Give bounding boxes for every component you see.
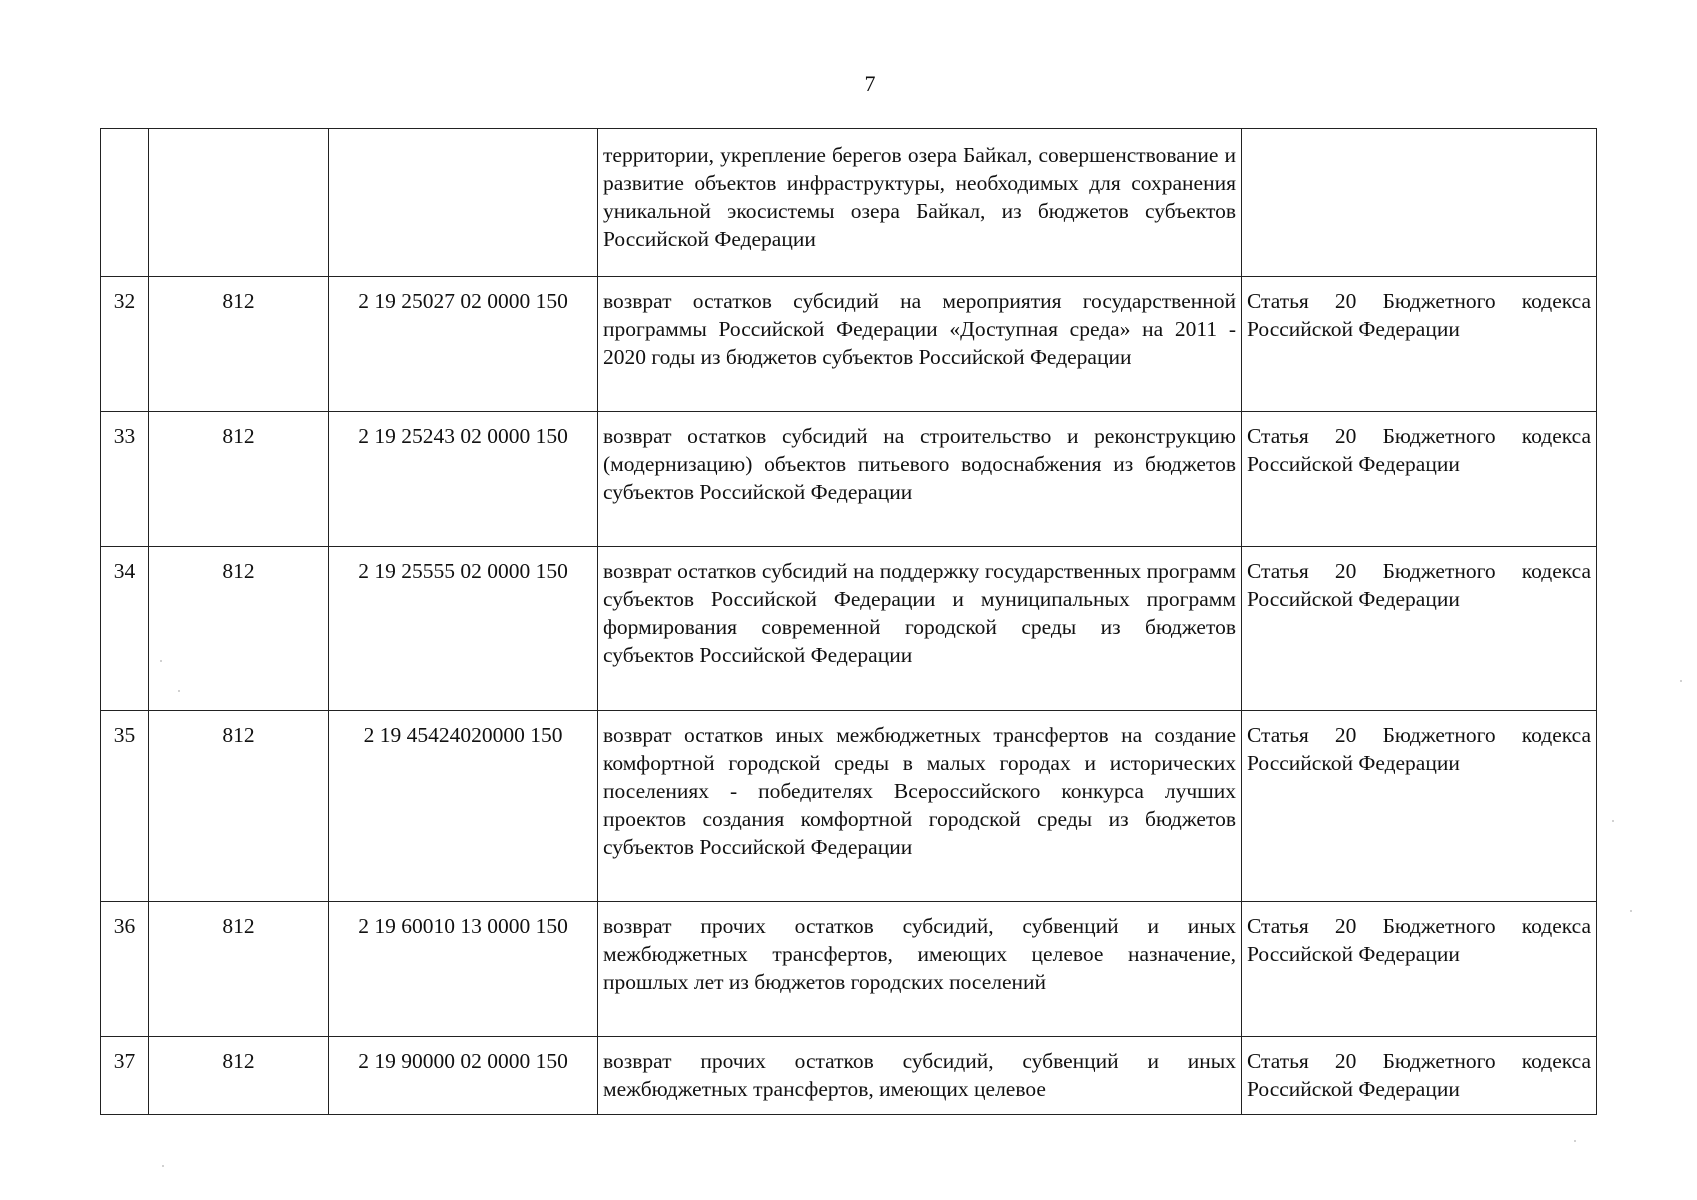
budget-code-cell <box>329 129 598 277</box>
scan-speck <box>1680 680 1682 682</box>
row-number-cell: 34 <box>101 547 149 711</box>
legal-basis-cell: Статья 20 Бюджетного кодекса Российской Федерации <box>1242 277 1597 412</box>
scan-speck <box>178 690 180 692</box>
administrator-code-cell: 812 <box>149 412 329 547</box>
description-cell: возврат прочих остатков субсидий, субвенций и иных межбюджетных трансфертов, имеющих целевое <box>598 1037 1242 1115</box>
legal-basis-cell: Статья 20 Бюджетного кодекса Российской Федерации <box>1242 1037 1597 1115</box>
budget-code-cell: 2 19 45424020000 150 <box>329 711 598 902</box>
table-row <box>101 129 1597 277</box>
description-cell: возврат остатков субсидий на поддержку государственных программ субъектов Российской Федерации и муниципальных программ формирования современной городской среды из бюджетов субъектов Российской Федерации <box>598 547 1242 711</box>
table-row <box>101 711 1597 902</box>
scan-speck <box>1612 820 1614 822</box>
scan-speck <box>1574 1140 1576 1142</box>
budget-code-cell: 2 19 25555 02 0000 150 <box>329 547 598 711</box>
budget-code-cell: 2 19 60010 13 0000 150 <box>329 902 598 1037</box>
administrator-code-cell: 812 <box>149 277 329 412</box>
page-number: 7 <box>864 71 876 96</box>
row-number-cell: 33 <box>101 412 149 547</box>
description-cell: возврат прочих остатков субсидий, субвенций и иных межбюджетных трансфертов, имеющих целевое назначение, прошлых лет из бюджетов городских поселений <box>598 902 1242 1037</box>
table-row <box>101 412 1597 547</box>
table-row <box>101 1037 1597 1115</box>
legal-basis-cell: Статья 20 Бюджетного кодекса Российской Федерации <box>1242 412 1597 547</box>
administrator-code-cell: 812 <box>149 902 329 1037</box>
scan-speck <box>1630 910 1632 912</box>
classification-table <box>100 128 1597 1115</box>
table-row <box>101 277 1597 412</box>
row-number-cell: 37 <box>101 1037 149 1115</box>
legal-basis-cell: Статья 20 Бюджетного кодекса Российской Федерации <box>1242 711 1597 902</box>
row-number-cell: 32 <box>101 277 149 412</box>
description-cell: возврат остатков субсидий на строительство и реконструкцию (модернизацию) объектов питьевого водоснабжения из бюджетов субъектов Российской Федерации <box>598 412 1242 547</box>
administrator-code-cell: 812 <box>149 711 329 902</box>
legal-basis-cell: Статья 20 Бюджетного кодекса Российской Федерации <box>1242 547 1597 711</box>
row-number-cell <box>101 129 149 277</box>
scan-speck <box>160 660 162 662</box>
row-number-cell: 36 <box>101 902 149 1037</box>
administrator-code-cell: 812 <box>149 1037 329 1115</box>
budget-code-cell: 2 19 25027 02 0000 150 <box>329 277 598 412</box>
administrator-code-cell: 812 <box>149 547 329 711</box>
description-cell: возврат остатков иных межбюджетных трансфертов на создание комфортной городской среды в малых городах и исторических поселениях - победителях Всероссийского конкурса лучших проектов создания комфортной городской среды из бюджетов субъектов Российской Федерации <box>598 711 1242 902</box>
scan-speck <box>162 1165 164 1167</box>
description-cell: территории, укрепление берегов озера Байкал, совершенствование и развитие объектов инфраструктуры, необходимых для сохранения уникальной экосистемы озера Байкал, из бюджетов субъектов Российской Федерации <box>598 129 1242 277</box>
legal-basis-cell: Статья 20 Бюджетного кодекса Российской Федерации <box>1242 902 1597 1037</box>
description-cell: возврат остатков субсидий на мероприятия государственной программы Российской Федерации «Доступная среда» на 2011 - 2020 годы из бюджетов субъектов Российской Федерации <box>598 277 1242 412</box>
legal-basis-cell <box>1242 129 1597 277</box>
budget-code-cell: 2 19 25243 02 0000 150 <box>329 412 598 547</box>
table-row <box>101 547 1597 711</box>
budget-code-cell: 2 19 90000 02 0000 150 <box>329 1037 598 1115</box>
table-row <box>101 902 1597 1037</box>
administrator-code-cell <box>149 129 329 277</box>
row-number-cell: 35 <box>101 711 149 902</box>
